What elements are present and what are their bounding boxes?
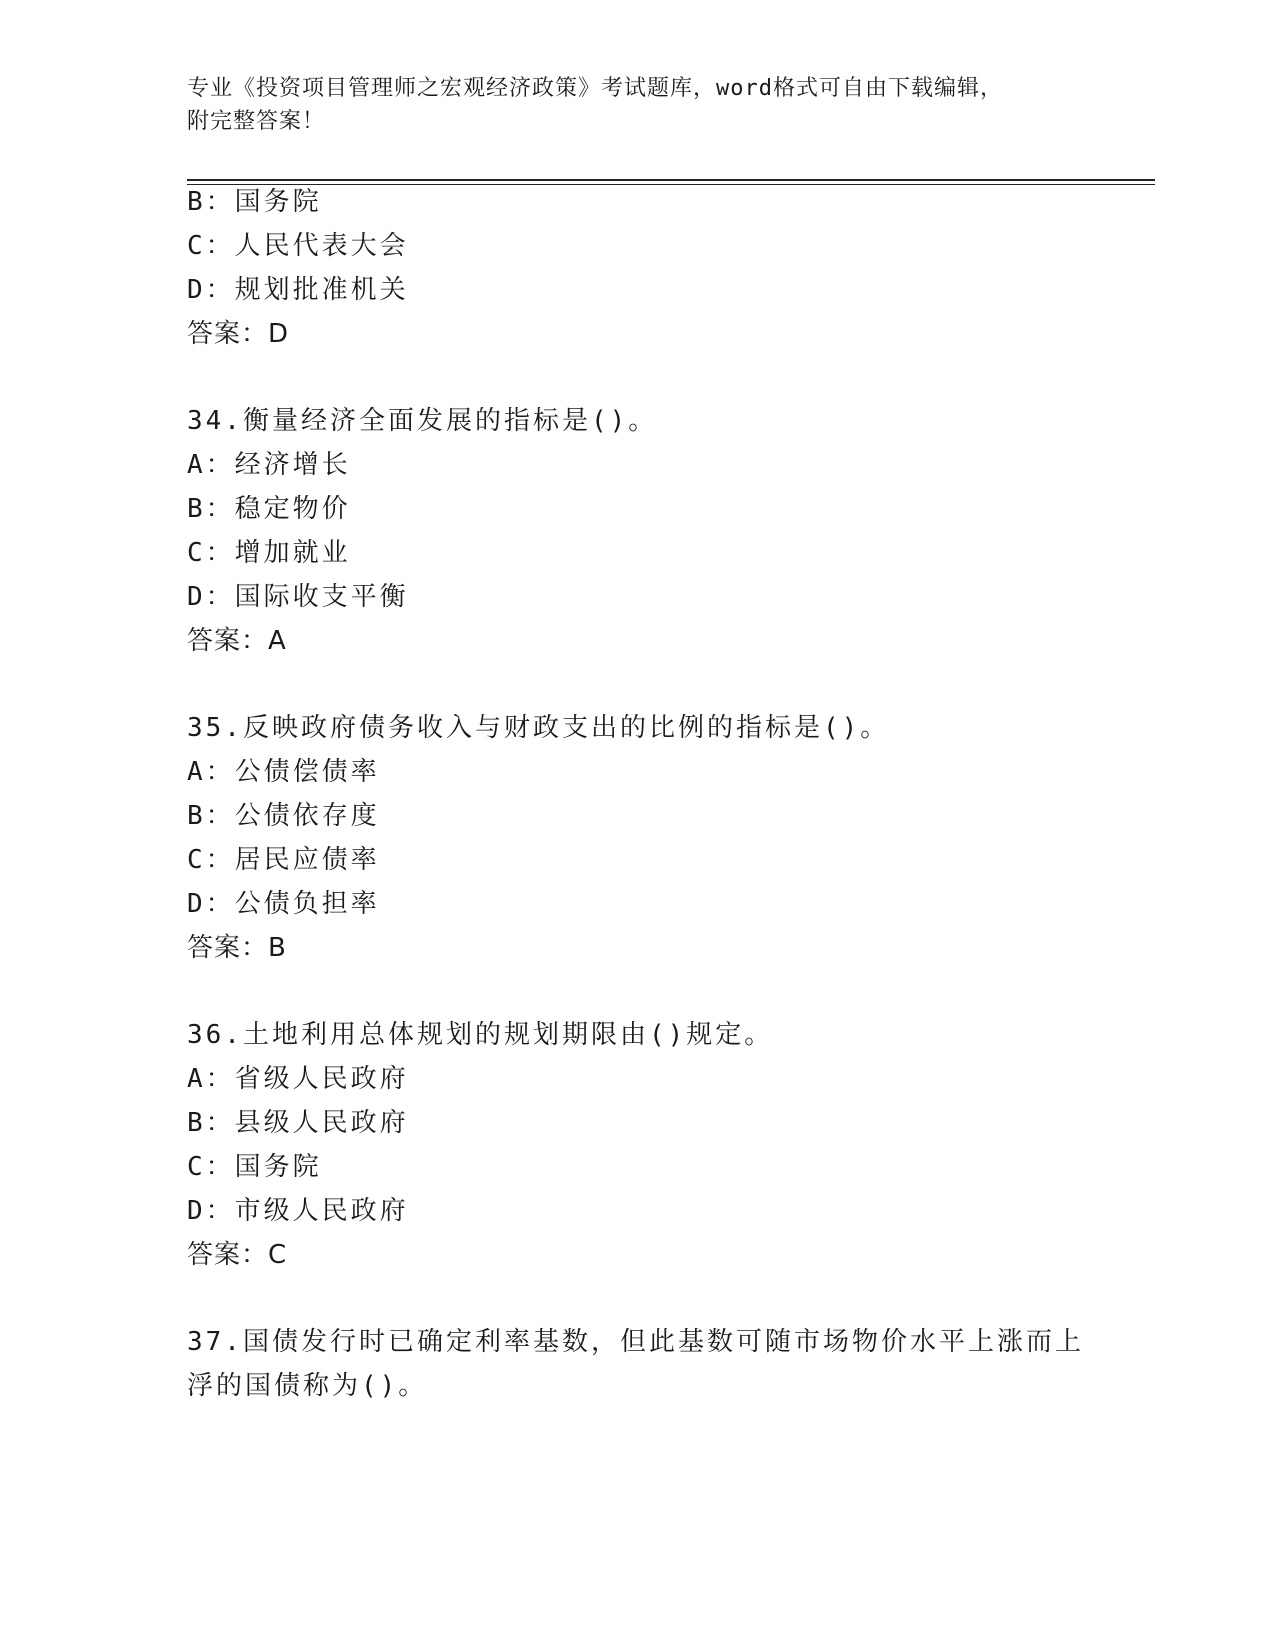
option-c: C：人民代表大会 — [187, 231, 409, 261]
header-divider-thin — [187, 184, 1155, 185]
header-line-2: 附完整答案！ — [187, 109, 326, 134]
question-stem: 35.反映政府债务收入与财政支出的比例的指标是()。 — [187, 713, 890, 743]
option-b: B：县级人民政府 — [187, 1108, 409, 1138]
header-line-1: 专业《投资项目管理师之宏观经济政策》考试题库，word格式可自由下载编辑， — [187, 76, 1003, 101]
question-stem: 36.土地利用总体规划的规划期限由()规定。 — [187, 1020, 774, 1050]
option-b: B：稳定物价 — [187, 494, 351, 524]
answer-label: 答案：A — [187, 626, 287, 656]
answer-label: 答案：C — [187, 1240, 288, 1270]
option-c: C：居民应债率 — [187, 845, 380, 875]
document-header — [187, 72, 1087, 138]
header-divider-thick — [187, 179, 1155, 181]
option-a: A：经济增长 — [187, 450, 351, 480]
option-c: C：国务院 — [187, 1152, 322, 1182]
option-d: D：公债负担率 — [187, 889, 380, 919]
option-d: D：国际收支平衡 — [187, 582, 409, 612]
option-b: B：国务院 — [187, 187, 322, 217]
option-a: A：省级人民政府 — [187, 1064, 409, 1094]
answer-label: 答案：B — [187, 933, 287, 963]
question-stem-line-1: 37.国债发行时已确定利率基数，但此基数可随市场物价水平上涨而上 — [187, 1327, 1084, 1357]
question-stem: 34.衡量经济全面发展的指标是()。 — [187, 406, 658, 436]
option-b: B：公债依存度 — [187, 801, 380, 831]
option-a: A：公债偿债率 — [187, 757, 380, 787]
answer-label: 答案：D — [187, 319, 290, 349]
option-c: C：增加就业 — [187, 538, 351, 568]
option-d: D：市级人民政府 — [187, 1196, 409, 1226]
option-d: D：规划批准机关 — [187, 275, 409, 305]
question-stem-line-2: 浮的国债称为()。 — [187, 1371, 428, 1401]
